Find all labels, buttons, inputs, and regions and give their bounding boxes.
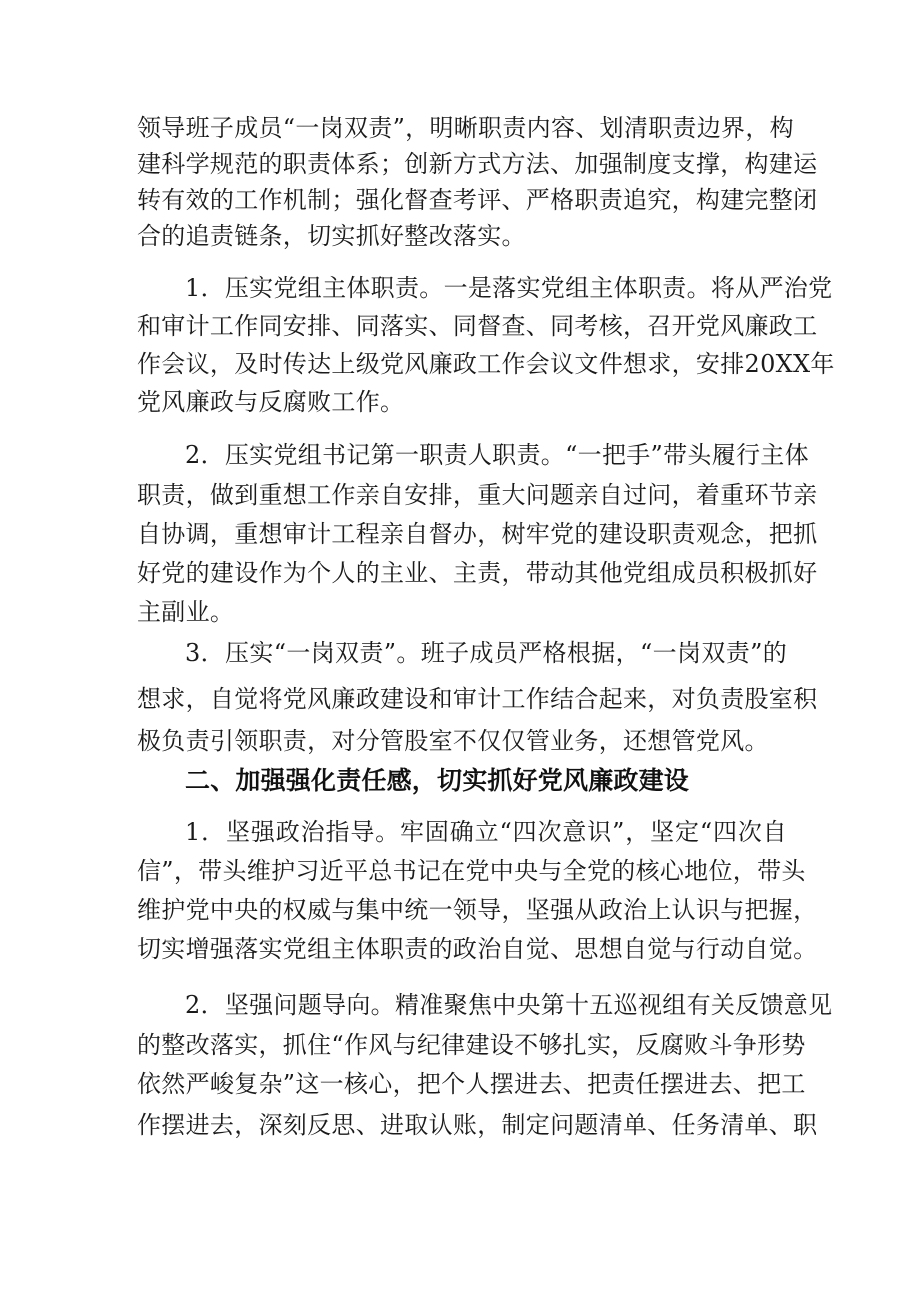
text-line: 作摆进去，深刻反思、进取认账，制定问题清单、任务清单、职 xyxy=(137,1111,818,1139)
text-line: 的整改落实，抓住“作风与纪律建设不够扎实，反腐败斗争形势 xyxy=(137,1031,806,1059)
text-line: 2．压实党组书记第一职责人职责。“一把手”带头履行主体 xyxy=(185,441,809,469)
text-line: 好党的建设作为个人的主业、主责，带动其他党组成员积极抓好 xyxy=(137,559,818,587)
text-line: 和审计工作同安排、同落实、同督查、同考核，召开党风廉政工 xyxy=(137,312,818,340)
text-line: 1．坚强政治指导。牢固确立“四次意识”，坚定“四次自 xyxy=(185,818,787,846)
text-line: 主副业。 xyxy=(137,598,235,626)
text-line: 极负责引领职责，对分管股室不仅仅管业务，还想管党风。 xyxy=(137,727,769,755)
text-line: 想求，自觉将党风廉政建设和审计工作结合起来，对负责股室积 xyxy=(137,685,818,713)
section-heading: 二、加强强化责任感，切实抓好党风廉政建设 xyxy=(185,766,690,795)
text-line: 合的追责链条，切实抓好整改落实。 xyxy=(137,222,526,250)
text-line: 信”，带头维护习近平总书记在党中央与全党的核心地位，带头 xyxy=(137,857,806,885)
text-line: 自协调，重想审计工程亲自督办，树牢党的建设职责观念，把抓 xyxy=(137,520,818,548)
text-line: 切实增强落实党组主体职责的政治自觉、思想自觉与行动自觉。 xyxy=(137,935,818,963)
text-line: 领导班子成员“一岗双责”，明晰职责内容、划清职责边界，构 xyxy=(137,114,794,142)
text-line: 建科学规范的职责体系；创新方式方法、加强制度支撑，构建运 xyxy=(137,150,818,178)
text-line: 1．压实党组主体职责。一是落实党组主体职责。将从严治党 xyxy=(185,274,833,302)
text-line: 党风廉政与反腐败工作。 xyxy=(137,388,405,416)
text-line: 作会议，及时传达上级党风廉政工作会议文件想求，安排20XX年 xyxy=(137,350,835,378)
text-line: 职责，做到重想工作亲自安排，重大问题亲自过问，着重环节亲 xyxy=(137,481,818,509)
text-line: 3．压实“一岗双责”。班子成员严格根据，“一岗双责”的 xyxy=(185,639,787,667)
text-line: 维护党中央的权威与集中统一领导，坚强从政治上认识与把握， xyxy=(137,896,818,924)
text-line: 2．坚强问题导向。精准聚焦中央第十五巡视组有关反馈意见 xyxy=(185,991,833,1019)
text-line: 转有效的工作机制；强化督查考评、严格职责追究，构建完整闭 xyxy=(137,186,818,214)
text-line: 依然严峻复杂”这一核心，把个人摆进去、把责任摆进去、把工 xyxy=(137,1070,806,1098)
